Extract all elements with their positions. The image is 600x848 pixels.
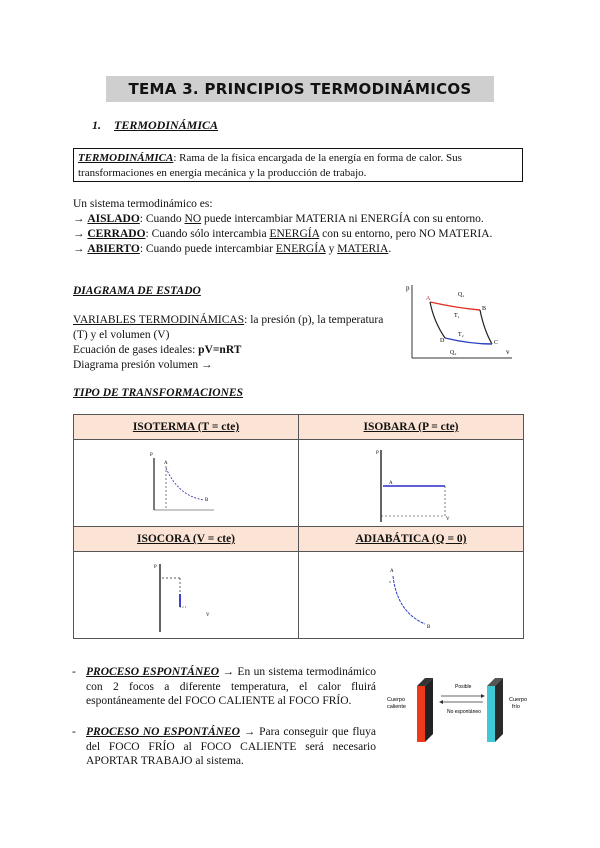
- cold-body: [487, 686, 495, 742]
- adiabat-bc: [480, 310, 492, 344]
- hot-body-label: Cuerpo: [387, 697, 406, 703]
- system-underlined: MATERIA: [337, 243, 389, 255]
- system-label: ABIERTO: [87, 243, 140, 255]
- isoterma-graph: [74, 440, 298, 526]
- system-text: : Cuando: [139, 213, 185, 225]
- pv-cycle-diagram: [402, 280, 517, 365]
- process-item: - PROCESO ESPONTÁNEO → En un sistema termodinámico con 2 focos a diferente temperatura, el calor fluirá espontáneamente del FOCO CALIENTE al FOCO FRÍO.: [72, 666, 377, 707]
- heat-flow-figure: [385, 668, 535, 748]
- adiabat-curve: [393, 576, 425, 624]
- isoterma-header: ISOTERMA (T = cte): [74, 415, 299, 440]
- arrow-left-head: [439, 700, 443, 704]
- systems-intro: Un sistema termodinámico es:: [73, 198, 213, 210]
- cold-body-label: Cuerpo: [509, 697, 528, 703]
- a-label: A: [390, 569, 394, 574]
- point-c: C: [494, 340, 499, 346]
- v-label: V: [206, 613, 210, 618]
- equation-label: Ecuación de gases ideales:: [73, 344, 199, 356]
- p-label: P: [154, 565, 157, 570]
- diagram-heading: DIAGRAMA DE ESTADO: [73, 285, 201, 297]
- system-item: [73, 227, 492, 242]
- isocora-graph: [74, 552, 298, 638]
- a-label: A: [164, 461, 168, 466]
- b-label: B: [205, 498, 209, 503]
- point-a: A: [426, 296, 431, 302]
- top-arrow-label: Posible: [455, 684, 472, 690]
- system-text: puede intercambiar MATERIA ni ENERGÍA con su entorno.: [201, 213, 484, 225]
- section-label: TERMODINÁMICA: [114, 118, 219, 132]
- cold-body-side: [495, 678, 503, 742]
- arrow-icon: →: [73, 213, 85, 225]
- page-title: TEMA 3. PRINCIPIOS TERMODINÁMICOS: [106, 76, 494, 102]
- system-text: .: [388, 243, 392, 255]
- point-d: D: [440, 338, 445, 344]
- adiabatica-header: ADIABÁTICA (Q = 0): [299, 527, 524, 552]
- system-text: : Cuando puede intercambiar: [139, 243, 276, 255]
- b-label: B: [427, 625, 431, 630]
- diagram-text: [73, 313, 398, 373]
- section-number: 1.: [92, 118, 101, 132]
- system-text: con su entorno, pero NO MATERIA.: [319, 228, 493, 240]
- a-label: A: [389, 481, 393, 486]
- section-heading: [92, 118, 218, 133]
- isocora-header: ISOCORA (V = cte): [74, 527, 299, 552]
- bottom-arrow-label: No espontáneo: [447, 709, 481, 715]
- system-label: CERRADO: [87, 228, 146, 240]
- v-label: V: [446, 517, 450, 522]
- process-text: que fluya del FOCO FRÍO al FOCO CALIENTE será necesario APORTAR TRABAJO al sistema.: [86, 726, 376, 767]
- adiabatica-cell: [299, 552, 524, 639]
- process-item: - PROCESO NO ESPONTÁNEO → Para conseguir que fluya del FOCO FRÍO al FOCO CALIENTE será necesario APORTAR TRABAJO al sistema.: [72, 726, 376, 767]
- definition-term: TERMODINÁMICA: [78, 152, 174, 164]
- v-axis-label: v: [506, 348, 510, 356]
- q2-label: Q₂: [450, 350, 457, 356]
- hot-body-label: caliente: [387, 704, 406, 710]
- process-text: → En un sistema: [219, 666, 303, 678]
- hot-isotherm: [430, 302, 480, 310]
- t1-label: T₁: [454, 313, 460, 319]
- p-label: P: [150, 453, 153, 458]
- definition-box: [73, 148, 523, 182]
- system-item: [73, 212, 484, 227]
- p-axis-label: p: [406, 284, 410, 292]
- process-label: PROCESO NO ESPONTÁNEO: [86, 726, 240, 738]
- p-label: P: [376, 451, 379, 456]
- process-text: termodinámico con 2 focos a diferente temperatura, el calor fluirá espontáneamente del FOCO CALIENTE al FOCO FRÍO.: [86, 666, 377, 707]
- cold-isotherm: [445, 338, 492, 344]
- vars-text: : la presión (p), la temperatura: [244, 314, 384, 326]
- arrow-right-head: [481, 694, 485, 698]
- pv-text: Diagrama presión volumen →: [73, 359, 213, 371]
- cold-body-label: frío: [512, 704, 520, 710]
- adiabatica-graph: [299, 552, 523, 638]
- isocora-cell: [74, 552, 299, 639]
- system-underlined: ENERGÍA: [275, 243, 326, 255]
- system-text: : Cuando sólo intercambia: [145, 228, 270, 240]
- system-underlined: ENERGÍA: [269, 228, 320, 240]
- isobara-graph: [299, 440, 523, 526]
- system-text: y: [325, 243, 338, 255]
- point-b: B: [482, 306, 487, 312]
- definition-text-a: : Rama de la física encargada de la energía en forma de calor. Sus: [173, 152, 462, 164]
- system-underlined: NO: [184, 213, 202, 225]
- adiabat-da: [430, 302, 445, 338]
- isoterma-cell: [74, 440, 299, 527]
- isobara-header: ISOBARA (P = cte): [299, 415, 524, 440]
- arrow-icon: →: [73, 243, 85, 255]
- process-text: → Para conseguir: [239, 726, 329, 738]
- vars-label: VARIABLES TERMODINÁMICAS: [73, 314, 245, 326]
- definition-text-b: transformaciones en energía mecánica y la producción de trabajo.: [78, 167, 367, 179]
- hot-body-side: [425, 678, 433, 742]
- system-label: AISLADO: [87, 213, 140, 225]
- isotherm-curve: [166, 468, 204, 500]
- transformations-heading: TIPO DE TRANSFORMACIONES: [73, 387, 243, 399]
- vars-text: (T) y el volumen (V): [73, 329, 170, 341]
- arrow-icon: →: [73, 228, 85, 240]
- transformations-table: [73, 414, 524, 639]
- q1-label: Q₁: [458, 292, 465, 298]
- equation: pV=nRT: [198, 344, 242, 356]
- system-item: [73, 242, 391, 257]
- process-label: PROCESO ESPONTÁNEO: [86, 666, 220, 678]
- hot-body: [417, 686, 425, 742]
- isobara-cell: [299, 440, 524, 527]
- t2-label: T₂: [458, 332, 464, 338]
